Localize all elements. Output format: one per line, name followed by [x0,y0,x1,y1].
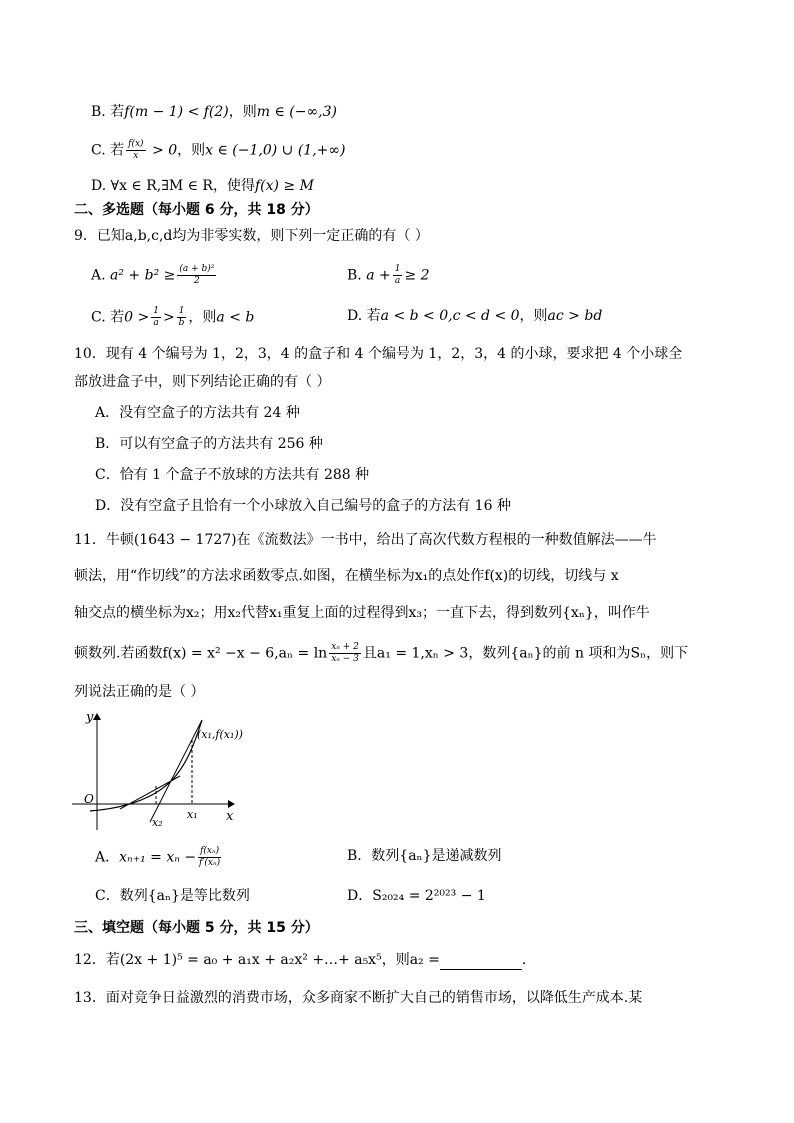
q11-option-d: D．S₂₀₂₄ = 2²⁰²³ − 1 [347,888,486,904]
function-curve [90,720,202,811]
q10-stem-line-2: 部放进盒子中，则下列结论正确的有（ ） [74,374,331,390]
q10-stem-line-1: 10．现有 4 个编号为 1，2，3，4 的盒子和 4 个编号为 1，2，3，4 的小球，要求把 4 个小球全 [74,346,683,362]
q10-option-c: C．恰有 1 个盒子不放球的方法共有 288 种 [95,467,370,483]
q10-option-d: D．没有空盒子且恰有一个小球放入自己编号的盒子的方法有 16 种 [95,498,511,514]
q12: 12．若(2x + 1)⁵ = a₀ + a₁x + a₂x² +…+ a₅x⁵，则a₂ = . [74,952,527,968]
x1-label: x₁ [187,808,198,821]
q11-option-b: B．数列{aₙ}是递减数列 [347,848,502,864]
q11-stem-line-2: 顿法，用“作切线”的方法求函数零点.如图，在横坐标为x₁的点处作f(x)的切线，切线与 x [74,568,619,584]
q10-option-a: A．没有空盒子的方法共有 24 种 [95,405,300,421]
newton-method-figure [68,706,258,834]
q9-option-b: B. a + $\frac{1}{a}$ ≥ 2 [347,264,430,286]
q9-option-a: A. a² + b² ≥ $\frac{\text{(a + b)²}}{2}$ [91,264,215,286]
q11-option-a: A．xₙ₊₁ = xₙ − $\frac{\text{f(xₙ)}}{\text{f′(xₙ)}}$ [95,846,221,868]
q8-option-c: C. 若 $\frac{f(x)}{x}$ > 0，则x ∈ (−1,0) ∪ (1,+∞) [91,139,346,161]
q11-stem-line-3: 轴交点的横坐标为x₂；用x₂代替x₁重复上面的过程得到x₃；一直下去，得到数列{xₙ}，叫作牛 [74,605,650,621]
q9-option-c: C. 若0 > $\frac{1}{a}$ > $\frac{1}{b}$ ，则a < b [91,306,255,328]
section-3-heading: 三、填空题（每小题 5 分，共 15 分） [74,920,319,936]
q11-stem-line-1: 11．牛顿(1643 − 1727)在《流数法》一书中，给出了高次代数方程根的一种数值解法——牛 [74,532,657,548]
q9-option-d: D. 若a < b < 0,c < d < 0，则ac > bd [347,308,603,324]
q10-option-b: B．可以有空盒子的方法共有 256 种 [95,436,323,452]
origin-label: O [84,792,94,806]
tangent-line-x1 [150,720,202,822]
point-label: (x₁,f(x₁)) [197,728,243,741]
q11-stem-line-5: 列说法正确的是（ ） [74,684,205,700]
q9-stem: 9．已知a,b,c,d均为非零实数，则下列一定正确的有（ ） [74,228,429,244]
x-axis-label: x [226,809,234,824]
q11-option-c: C．数列{aₙ}是等比数列 [95,888,250,904]
q8-option-d: D. ∀x ∈ R,∃M ∈ R，使得f(x) ≥ M [91,178,314,194]
q11-stem-line-4: 顿数列.若函数f(x) = x² −x − 6,aₙ = ln $\frac{\text{xₙ + 2}}{\text{xₙ − 3}}$ 且a₁ = 1,xₙ > 3，数列{aₙ}的前 n 项和为Sₙ，则下 [74,642,689,664]
x2-label: x₂ [152,816,163,829]
y-axis-label: y [86,710,94,725]
q13-stem-line-1: 13．面对竞争日益激烈的消费市场，众多商家不断扩大自己的销售市场，以降低生产成本.某 [74,990,643,1006]
section-2-heading: 二、多选题（每小题 6 分，共 18 分） [74,202,319,218]
answer-blank[interactable] [440,955,522,970]
q8-option-b: B. 若f(m − 1) < f(2)，则m ∈ (−∞,3) [91,104,337,120]
